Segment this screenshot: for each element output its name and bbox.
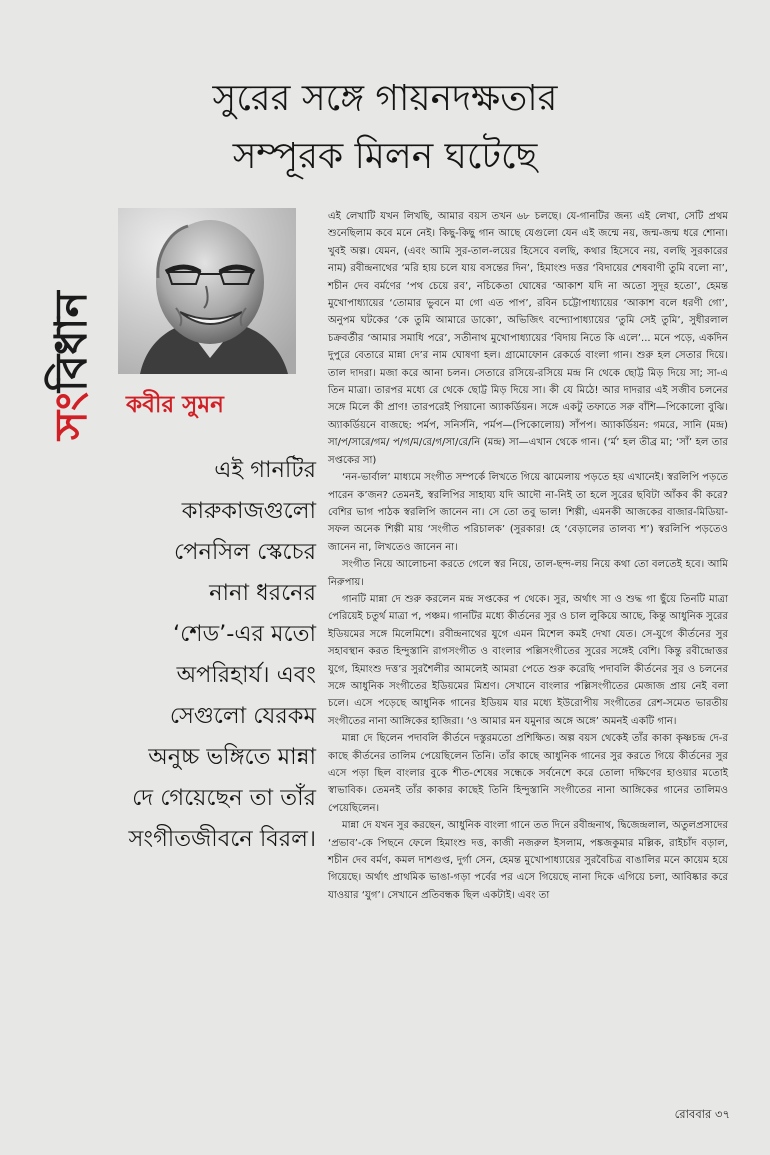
article-paragraph: মান্না দে ছিলেন পদাবলি কীর্তনে দস্তুরমতো প্রশিক্ষিত। অল্প বয়স থেকেই তাঁর কাকা কৃষ্ণচন্দ্র দে-র কাছে কীর্তনের তালিম পেয়েছিলেন তিনি। তাঁর কাছে আধুনিক গানের সুর করতে গিয়ে কীর্তনের সুর এসে পড়া ছিল বাংলার বুকে শীত-শেষের সন্ধেকে সর্বনেশে করে তোলা দক্ষিণের হাওয়ার মতোই স্বাভাবিক। তেমনই তাঁর কাকার কাছেই তিনি হিন্দুস্তানি সংগীতের নানা আঙ্গিকের গানের তালিমও পেয়েছিলেন। [328, 733, 728, 814]
headline-line-1: সুরের সঙ্গে গায়নদক্ষতার [212, 78, 558, 119]
section-logo-accent: সং [46, 391, 97, 440]
article-paragraph: মান্না দে যখন সুর করছেন, আধুনিক বাংলা গানে তত দিনে রবীন্দ্রনাথ, দ্বিজেন্দ্রলাল, অতুলপ্রসাদের ‘প্রভাব’-কে পিছনে ফেলে হিমাংশু দত্ত, কাজী নজরুল ইসলাম, পঙ্কজকুমার মল্লিক, রাইচাঁদ বড়াল, শচীন দেব বর্মণ, কমল দাশগুপ্ত, দুর্গা সেন, হেমন্ত মুখোপাধ্যায়ের সুরবৈচিত্র বাঙালির মনে কায়েম হয়ে গিয়েছে। অর্থাৎ প্রাথমিক ভাঙা-গড়া পর্বের পর এসে গিয়েছে নানা দিকে এগিয়ে চলা, আবিষ্কার করে যাওয়ার ‘যুগ’। সেখানে প্রতিবন্ধক ছিল একটাই। এবং তা [328, 820, 728, 901]
pull-quote-line: সংগীতজীবনে বিরল। [128, 826, 316, 852]
pull-quote-line: কারুকাজগুলো [181, 498, 316, 524]
pull-quote-line: অপরিহার্য। এবং [176, 662, 316, 688]
pull-quote-line: ‘শেড’-এর মতো [172, 621, 316, 647]
author-portrait-photo [118, 208, 296, 374]
section-logo-word [46, 200, 98, 440]
pull-quote-line: পেনসিল স্কেচের [174, 539, 316, 565]
byline: কবীর সুমন [126, 392, 224, 418]
author-portrait [118, 208, 296, 374]
section-logo [46, 200, 98, 440]
headline [0, 70, 770, 186]
article-paragraph: এই লেখাটি যখন লিখছি, আমার বয়স তখন ৬৮ চলছে। যে-গানটির জন্য এই লেখা, সেটি প্রথম শুনেছিলাম কবে মনে নেই। কিছু-কিছু গান আছে যেগুলো যেন এই জন্মে নয়, জন্ম-জন্ম ধরে শোনা। খুবই অল্প। যেমন, (এবং আমি সুর-তাল-লয়ের হিসেবে বলছি, কথার হিসেবে নয়, বলছি সুরকারের নাম) রবীন্দ্রনাথের ‘মরি হায় চলে যায় বসন্তের দিন’, হিমাংশু দত্তর ‘বিদায়ের শেষবাণী তুমি বলো না’, শচীন দেব বর্মণের ‘পথ চেয়ে রব’, নচিকেতা ঘোষের ‘আকাশ যদি না অতো সুদূর হতো’, হেমন্ত মুখোপাধ্যায়ের ‘তোমার ভুবনে মা গো এত পাপ’, রবিন চট্টোপাধ্যায়ের ‘আকাশ বলে ধরণী গো’, অনুপম ঘটকের ‘কে তুমি আমারে ডাকো’, অভিজিৎ বন্দ্যোপাধ্যায়ের ‘তুমি সেই তুমি’, সুধীরলাল চক্রবর্তীর ‘আমার সমাধি পরে’, সতীনাথ মুখোপাধ্যায়ের ‘বিদায় নিতে কি এলে’... মনে পড়ে, একদিন দুপুরে বেতারে মান্না দে’র নাম ঘোষণা হল। গ্রামোফোন রেকর্ডে বাংলা গান। শুরু হল সেতার দিয়ে। তাল দাদরা। মজা করে আনা চলন। সেতারে রসিয়ে-রসিয়ে মন্দ্র নি থেকে ছোট্ট মিড় দিয়ে সা; সা-এ তিন মাত্রা। তারপর মধ্যে রে থেকে ছোট্ট মিড় দিয়ে সা। কী যে মিঠে! আর দাদরার এই সজীব চলনের সঙ্গে মিলে কী প্রাণ! তারপরেই পিয়ানো অ্যাকর্ডিয়ন। সঙ্গে একটু তফাতে সরু বাঁশি—পিকোলো বুঝি। অ্যাকর্ডিয়নে বাজছে: পর্মপ, সনির্সনি, পর্মপ—(পিকোলোয়) সাঁপপ। অ্যাকর্ডিয়ন: গমরে, সানি (মন্দ্র) সা/প/সারে/গম/ প/গ/ম/রে/গ/সা/রে/নি (মন্দ্র) সা—এখান থেকে গান। (‘র্ম’ হল তীব্র মা; ‘সাঁ’ হল তার সপ্তকের সা) [328, 211, 728, 466]
section-logo-rest: বিধান [46, 291, 97, 392]
pull-quote-line: দে গেয়েছেন তা তাঁর [132, 785, 316, 811]
page-folio: রোববার ৩৭ [674, 1107, 730, 1121]
pull-quote [58, 450, 316, 860]
pull-quote-line: এই গানটির [214, 457, 316, 483]
article-body [328, 208, 728, 904]
headline-line-2: সম্পূরক মিলন ঘটেছে [232, 136, 538, 177]
pull-quote-line: সেগুলো যেরকম [169, 703, 316, 729]
article-paragraph: সংগীত নিয়ে আলোচনা করতে গেলে স্বর নিয়ে, তাল-ছন্দ-লয় নিয়ে কথা তো বলতেই হবে। আমি নিরুপায়। [328, 559, 728, 588]
article-paragraph: ‘নন-ভার্বাল’ মাধ্যমে সংগীত সম্পর্কে লিখতে গিয়ে ঝামেলায় পড়তে হয় এখানেই। স্বরলিপি পড়তে পারেন ক’জন? তেমনই, স্বরলিপির সাহায্য যদি আদৌ না-নিই তা হলে সুরের ছবিটা আঁকব কী করে? বেশির ভাগ পাঠক স্বরলিপি জানেন না। সে তো তবু ভাল! শিল্পী, এমনকী আজকের বাজার-মিডিয়া-সফল অনেক শিল্পী মায় ‘সংগীত পরিচালক’ (সুরকার! হে ‘বেড়ালের তালব্য শ’) স্বরলিপি পড়তেও জানেন না, লিখতেও জানেন না। [328, 472, 728, 553]
article-paragraph: গানটি মান্না দে শুরু করলেন মন্দ্র সপ্তকের প থেকে। সুর, অর্থাৎ সা ও শুদ্ধ গা ছুঁয়ে তিনটি মাত্রা পেরিয়েই চতুর্থ মাত্রা প, পঞ্চম। গানটির মধ্যে কীর্তনের সুর ও চাল লুকিয়ে আছে, কিন্তু আধুনিক সুরের ইডিয়মের সঙ্গে মিলেমিশে। রবীন্দ্রনাথের যুগে এমন মিশেল কমই দেখা যেত। সে-যুগে কীর্তনের সুর সহাবস্থান করত হিন্দুস্তানি রাগসংগীত ও বাংলার পল্লিসংগীতের সুরের সঙ্গেই বেশি। কিন্তু রবীন্দ্রোত্তর যুগে, হিমাংশু দত্ত’র সুরশৈলীর আমলেই আমরা পেতে শুরু করেছি পদাবলি কীর্তনের সুর ও চলনের সঙ্গে আধুনিক সংগীতের ইডিয়মের মিশ্রণ। সেখানে বাংলার পল্লিসংগীতের মেজাজ প্রায় নেই বলা চলে। এসে পড়েছে আধুনিক গানের ইডিয়ম যার মধ্যে ইউরোপীয় সংগীতের রেশ-সমেত ভারতীয় সংগীতের নানা আঙ্গিকের হাজিরা। ‘ও আমার মন যমুনার অঙ্গে অঙ্গে’ অমনই একটি গান। [328, 593, 728, 727]
pull-quote-line: অনুচ্চ ভঙ্গিতে মান্না [148, 744, 316, 770]
pull-quote-line: নানা ধরনের [209, 580, 316, 606]
